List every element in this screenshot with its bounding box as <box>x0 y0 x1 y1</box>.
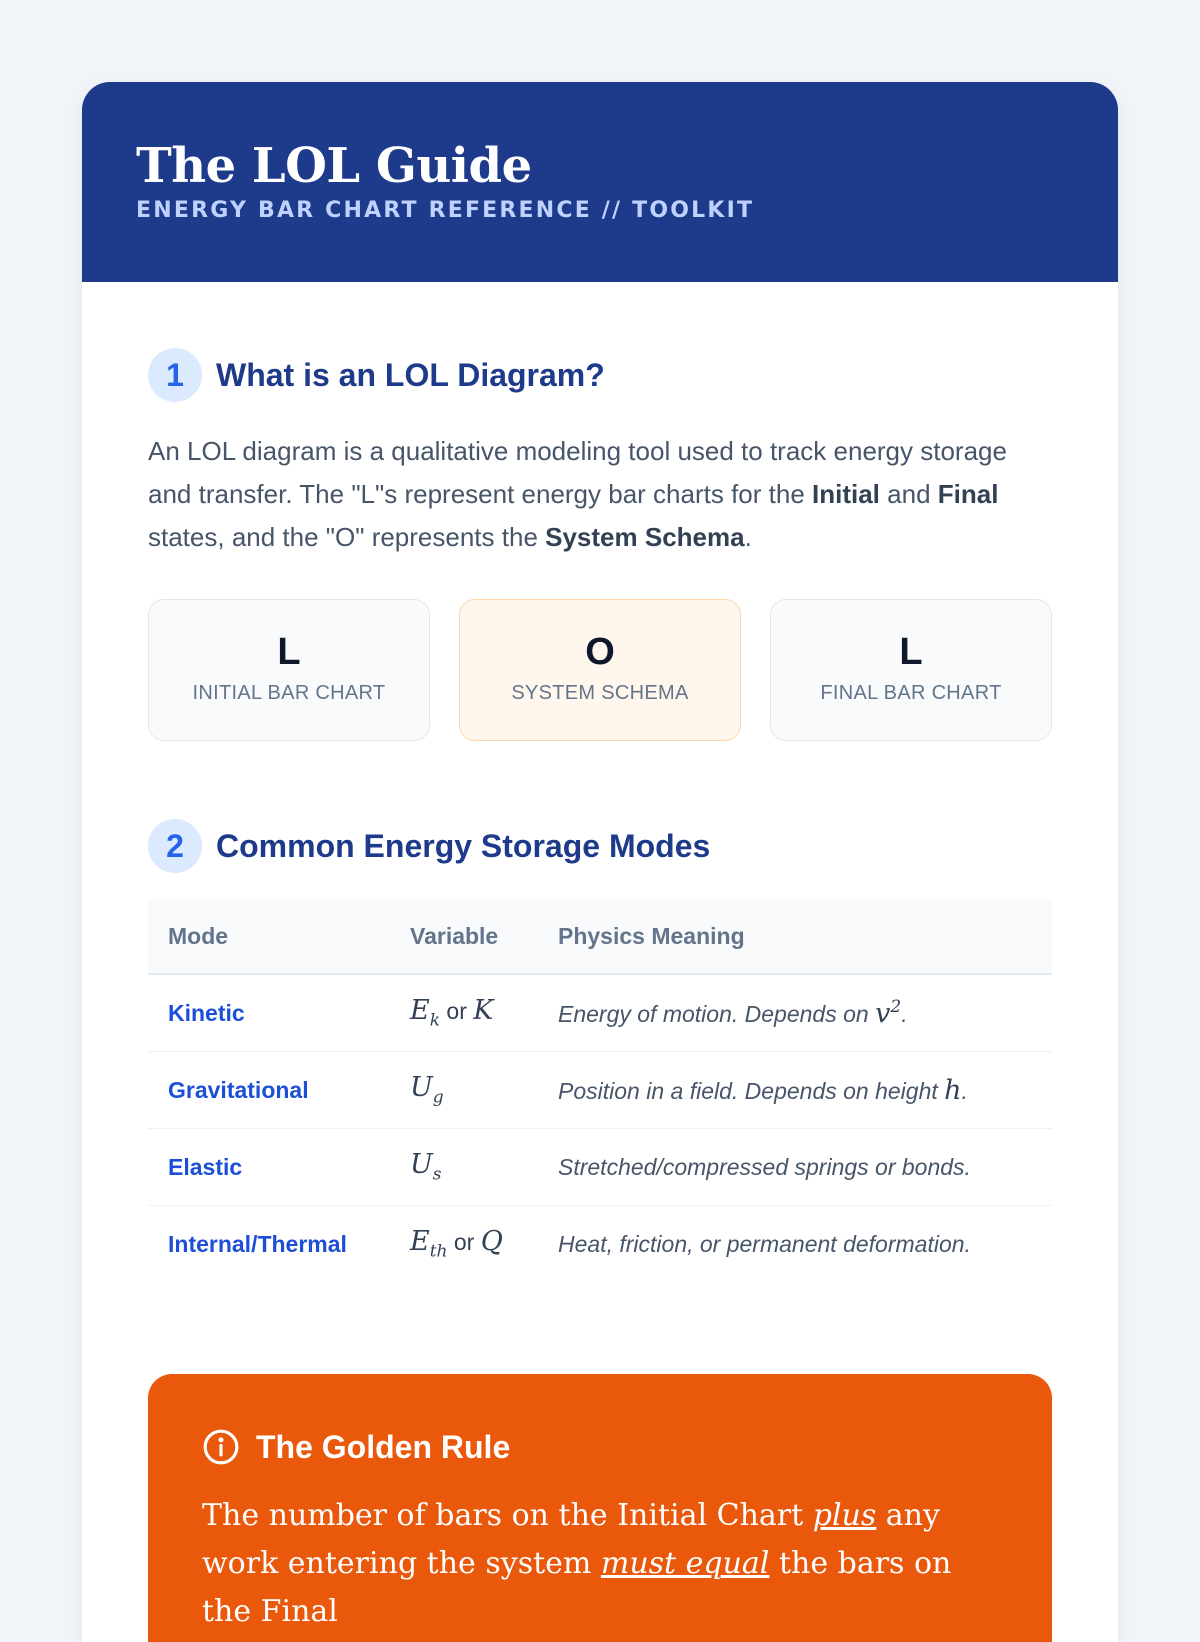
page-subtitle: ENERGY BAR CHART REFERENCE // TOOLKIT <box>136 198 755 223</box>
lol-box-letter: O <box>585 631 615 673</box>
table-row <box>148 974 1052 1052</box>
variable-subscript: th <box>429 1241 448 1262</box>
variable-symbol: E <box>410 995 430 1027</box>
column-header-variable: Variable <box>390 899 538 974</box>
intro-text-1: An LOL diagram is a qualitative modeling tool used to track energy storage and transfer. The "L"s represent energy bar charts for the <box>148 436 1007 509</box>
intro-bold-final: Final <box>937 479 999 509</box>
intro-bold-initial: Initial <box>812 479 880 509</box>
section-2-number-badge: 2 <box>148 819 202 873</box>
meaning-end: . <box>961 1077 968 1104</box>
guide-content <box>82 348 1118 1642</box>
section-2-title: Common Energy Storage Modes <box>216 827 711 864</box>
meaning-text: Position in a field. Depends on height <box>558 1077 945 1104</box>
variable-symbol: U <box>410 1149 433 1181</box>
variable-subscript: k <box>429 1010 441 1031</box>
intro-text-4: . <box>744 522 752 552</box>
lol-box-caption: FINAL BAR CHART <box>820 682 1002 704</box>
callout-emphasis-plus: plus <box>812 1498 877 1533</box>
page-title: The LOL Guide <box>136 138 532 194</box>
callout-title: The Golden Rule <box>256 1428 511 1465</box>
intro-bold-system-schema: System Schema <box>545 522 745 552</box>
meaning-cell: Stretched/compressed springs or bonds. <box>538 1129 1052 1206</box>
mode-cell: Elastic <box>148 1129 390 1206</box>
variable-cell <box>390 974 538 1052</box>
section-1-intro <box>148 430 1052 559</box>
section-1-heading <box>148 348 1052 402</box>
variable-subscript: g <box>432 1087 444 1108</box>
callout-text-1: The number of bars on the Initial Chart <box>202 1498 813 1533</box>
variable-symbol: U <box>410 1072 433 1104</box>
meaning-superscript: 2 <box>890 997 902 1017</box>
variable-or: or <box>453 1229 475 1256</box>
lol-box-system-schema <box>459 599 741 741</box>
meaning-text: Energy of motion. Depends on <box>558 1001 876 1027</box>
variable-symbol: E <box>410 1226 430 1258</box>
variable-cell <box>390 1052 538 1129</box>
variable-subscript: s <box>432 1164 442 1185</box>
callout-text-3: the bars on the Final <box>202 1546 952 1629</box>
meaning-end: . <box>901 1001 908 1027</box>
info-icon <box>202 1428 240 1466</box>
meaning-cell: Heat, friction, or permanent deformation. <box>558 1230 971 1257</box>
golden-rule-callout <box>148 1374 1052 1642</box>
callout-emphasis-must-equal: must equal <box>600 1546 770 1581</box>
energy-modes-table <box>148 899 1052 1282</box>
guide-card <box>82 82 1118 1642</box>
lol-box-caption: SYSTEM SCHEMA <box>511 682 689 704</box>
section-1-number-badge: 1 <box>148 348 202 402</box>
meaning-cell <box>538 1052 1052 1129</box>
column-header-meaning: Physics Meaning <box>538 899 1052 974</box>
variable-alt-symbol: Q <box>480 1226 503 1258</box>
callout-heading <box>202 1428 998 1466</box>
lol-boxes <box>148 599 1052 741</box>
variable-cell <box>390 1206 538 1283</box>
column-header-mode: Mode <box>148 899 390 974</box>
guide-header <box>82 82 1118 282</box>
lol-box-letter: L <box>899 631 923 673</box>
mode-cell: Kinetic <box>148 974 390 1052</box>
table-row <box>148 1206 1052 1283</box>
callout-text <box>202 1492 998 1636</box>
table-row <box>148 1052 1052 1129</box>
meaning-cell <box>538 974 1052 1052</box>
table-header-row <box>148 899 1052 974</box>
intro-text-2: and <box>879 479 938 509</box>
lol-box-initial <box>148 599 430 741</box>
section-2-heading <box>148 819 1052 873</box>
meaning-symbol: v <box>875 998 891 1029</box>
variable-or: or <box>446 998 467 1025</box>
lol-box-letter: L <box>277 631 301 673</box>
section-1-title: What is an LOL Diagram? <box>216 356 605 393</box>
intro-text-3: states, and the "O" represents the <box>148 522 546 552</box>
variable-alt-symbol: K <box>473 995 494 1027</box>
callout-text-2: any work entering the system <box>202 1498 940 1581</box>
meaning-symbol: h <box>944 1074 962 1106</box>
mode-cell: Gravitational <box>148 1052 390 1129</box>
table-row <box>148 1129 1052 1206</box>
variable-cell <box>390 1129 538 1206</box>
lol-box-caption: INITIAL BAR CHART <box>192 682 386 704</box>
lol-box-final <box>770 599 1052 741</box>
mode-cell: Internal/Thermal <box>168 1230 347 1257</box>
